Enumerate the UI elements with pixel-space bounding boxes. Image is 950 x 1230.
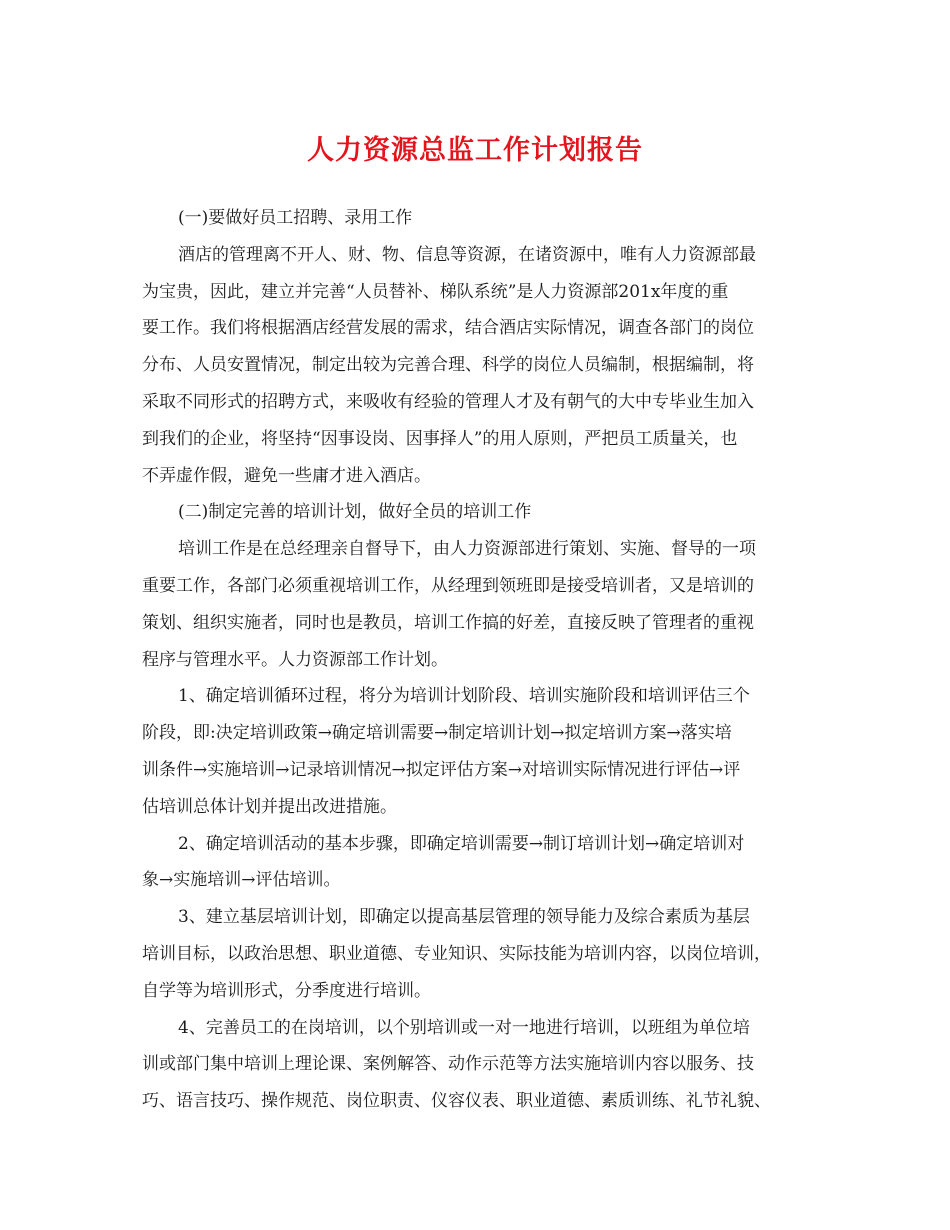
text-line: 培训目标，以政治思想、职业道德、专业知识、实际技能为培训内容，以岗位培训， (142, 943, 771, 964)
text-line: (一)要做好员工招聘、录用工作 (178, 208, 413, 228)
text-line: 巧、语言技巧、操作规范、岗位职责、仪容仪表、职业道德、素质训练、礼节礼貌、 (142, 1091, 771, 1112)
text-line: 程序与管理水平。人力资源部工作计划。 (142, 649, 448, 670)
text-line: 自学等为培训形式，分季度进行培训。 (142, 980, 431, 1001)
text-line: 估培训总体计划并提出改进措施。 (142, 796, 397, 817)
text-line: 2、确定培训活动的基本步骤，即确定培训需要→制订培训计划→确定培训对 (178, 833, 745, 854)
text-line: 象→实施培训→评估培训。 (142, 870, 341, 891)
text-line: 采取不同形式的招聘方式，来吸收有经验的管理人才及有朝气的大中专毕业生加入 (142, 391, 754, 412)
text-line: 策划、组织实施者，同时也是教员，培训工作搞的好差，直接反映了管理者的重视 (142, 612, 754, 633)
text-line: 不弄虚作假，避免一些庸才进入酒店。 (142, 465, 431, 486)
text-line: 培训工作是在总经理亲自督导下，由人力资源部进行策划、实施、督导的一项 (178, 539, 756, 560)
text-line: 到我们的企业，将坚持“因事设岗、因事择人”的用人原则，严把员工质量关，也 (142, 428, 738, 449)
text-line: 3、建立基层培训计划，即确定以提高基层管理的领导能力及综合素质为基层 (178, 907, 750, 928)
text-line: 训或部门集中培训上理论课、案例解答、动作示范等方法实施培训内容以服务、技 (142, 1054, 754, 1075)
text-line: 分布、人员安置情况，制定出较为完善合理、科学的岗位人员编制，根据编制，将 (142, 355, 754, 376)
document-title: 人力资源总监工作计划报告 (307, 135, 643, 166)
text-line: 阶段，即:决定培训政策→确定培训需要→制定培训计划→拟定培训方案→落实培 (142, 723, 732, 744)
text-line: 要工作。我们将根据酒店经营发展的需求，结合酒店实际情况，调查各部门的岗位 (142, 318, 754, 339)
text-line: 酒店的管理离不开人、财、物、信息等资源，在诸资源中，唯有人力资源部最 (178, 244, 756, 265)
text-line: 训条件→实施培训→记录培训情况→拟定评估方案→对培训实际情况进行评估→评 (142, 759, 741, 780)
text-line: (二)制定完善的培训计划，做好全员的培训工作 (178, 502, 532, 523)
document-body (142, 200, 817, 1120)
text-line: 4、完善员工的在岗培训，以个别培训或一对一地进行培训，以班组为单位培 (178, 1017, 750, 1038)
text-line: 为宝贵，因此，建立并完善“人员替补、梯队系统”是人力资源部201x年度的重 (142, 281, 729, 302)
text-line: 1、确定培训循环过程，将分为培训计划阶段、培训实施阶段和培训评估三个 (178, 686, 750, 707)
text-line: 重要工作，各部门必须重视培训工作，从经理到领班即是接受培训者，又是培训的 (142, 575, 754, 596)
